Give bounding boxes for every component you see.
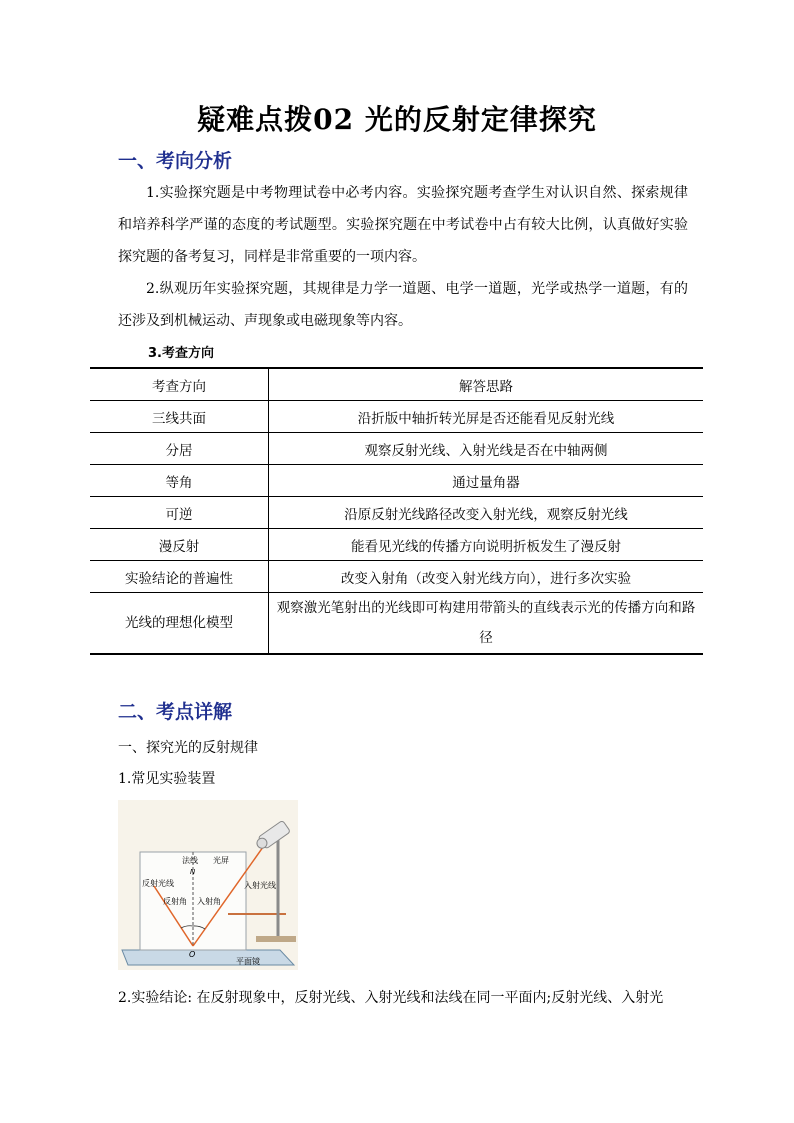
table-header: 解答思路 xyxy=(269,368,704,401)
section-heading-details: 二、考点详解 xyxy=(118,701,233,723)
table-header: 考查方向 xyxy=(90,368,269,401)
table-cell: 能看见光线的传播方向说明折板发生了漫反射 xyxy=(269,529,704,561)
item-explore-reflection: 一、探究光的反射规律 xyxy=(118,740,258,756)
stand-base xyxy=(256,936,296,942)
table-row xyxy=(90,433,703,465)
direction-table xyxy=(90,367,703,655)
n-label: N xyxy=(190,868,196,876)
reflected-ray-label: 反射光线 xyxy=(142,879,174,888)
reflect-angle-label: 反射角 xyxy=(163,897,187,906)
conclusion-line: 2.实验结论: 在反射现象中，反射光线、入射光线和法线在同一平面内;反射光线、入射光 xyxy=(118,990,664,1006)
paragraph-1-text: 1.实验探究题是中考物理试卷中必考内容。实验探究题考查学生对认识自然、探索规律和培养科学严谨的态度的考试题型。实验探究题在中考试卷中占有较大比例，认真做好实验探究题的备考复习，同样是非常重要的一项内容。 xyxy=(118,185,688,265)
incident-angle-label: 入射角 xyxy=(197,897,221,906)
screen-label: 光屏 xyxy=(213,856,229,865)
table-cell: 等角 xyxy=(90,465,269,497)
page-title: 疑难点拨02 光的反射定律探究 xyxy=(197,103,597,136)
origin-label: O xyxy=(189,950,196,959)
table-row xyxy=(90,561,703,593)
table-cell: 改变入射角（改变入射光线方向），进行多次实验 xyxy=(269,561,704,593)
table-row xyxy=(90,497,703,529)
incident-ray-label: 入射光线 xyxy=(244,881,276,890)
light-screen xyxy=(140,852,246,950)
table-cell: 三线共面 xyxy=(90,401,269,433)
table-row xyxy=(90,401,703,433)
table-header-row xyxy=(90,368,703,401)
mirror-label: 平面镜 xyxy=(236,957,260,966)
table-cell: 可逆 xyxy=(90,497,269,529)
apparatus-diagram xyxy=(118,800,298,970)
table-cell: 观察激光笔射出的光线即可构建用带箭头的直线表示光的传播方向和路径 xyxy=(269,593,704,655)
table-cell: 沿原反射光线路径改变入射光线，观察反射光线 xyxy=(269,497,704,529)
table-cell: 分居 xyxy=(90,433,269,465)
item-apparatus: 1.常见实验装置 xyxy=(118,771,216,787)
table-cell: 漫反射 xyxy=(90,529,269,561)
table-row xyxy=(90,465,703,497)
paragraph-1 xyxy=(118,177,688,273)
plane-mirror xyxy=(122,950,294,965)
table-row xyxy=(90,593,703,655)
table-cell: 通过量角器 xyxy=(269,465,704,497)
table-row xyxy=(90,529,703,561)
table-cell: 光线的理想化模型 xyxy=(90,593,269,655)
paragraph-2 xyxy=(118,273,688,337)
normal-label: 法线 xyxy=(182,856,198,865)
table-cell: 沿折版中轴折转光屏是否还能看见反射光线 xyxy=(269,401,704,433)
section-heading-analysis: 一、考向分析 xyxy=(118,150,233,172)
subheading-direction: 3.考查方向 xyxy=(148,346,214,361)
table-cell: 实验结论的普遍性 xyxy=(90,561,269,593)
experiment-apparatus-figure xyxy=(118,800,298,970)
paragraph-2-text: 2.纵观历年实验探究题，其规律是力学一道题、电学一道题，光学或热学一道题，有的还涉及到机械运动、声现象或电磁现象等内容。 xyxy=(118,281,688,329)
table-cell: 观察反射光线、入射光线是否在中轴两侧 xyxy=(269,433,704,465)
